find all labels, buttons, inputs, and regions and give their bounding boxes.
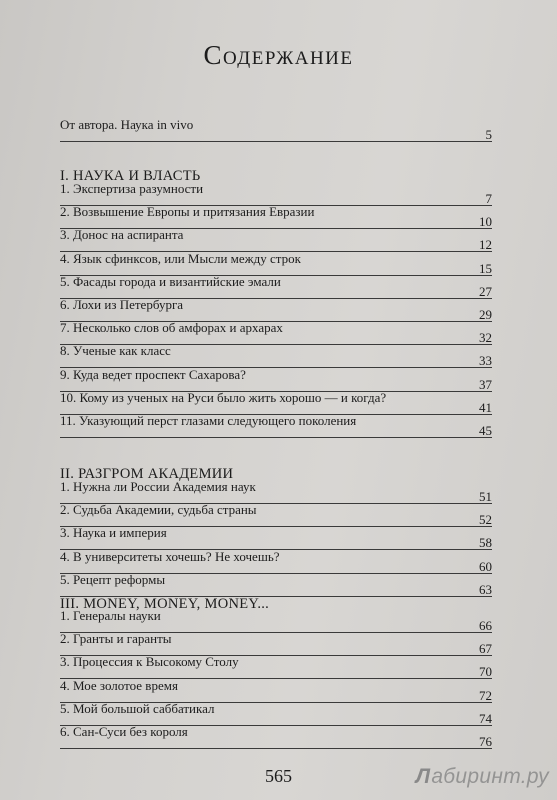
toc-entry-page: 29: [479, 307, 492, 322]
toc-entry-page: 67: [479, 641, 492, 657]
toc-entry-page: 15: [479, 260, 492, 276]
toc-entry-title: 3. Донос на аспиранта: [60, 227, 184, 243]
toc-entry-title: 8. Ученые как класс: [60, 343, 171, 359]
toc-entry-title: 2. Судьба Академии, судьба страны: [60, 502, 257, 518]
toc-entry-page: 60: [479, 558, 492, 574]
toc-entry-page: 5: [485, 127, 492, 142]
toc-entry-title: 3. Процессия к Высокому Столу: [60, 654, 239, 670]
toc-entry-title: 5. Рецепт реформы: [60, 571, 166, 587]
toc-entry: [60, 724, 492, 749]
toc-entry: [60, 571, 492, 597]
toc-entry-title: 6. Сан-Суси без короля: [60, 724, 188, 739]
page-title: Содержание: [203, 40, 354, 70]
watermark-text: абиринт.ру: [431, 765, 549, 788]
section-heading: III. MONEY, MONEY, MONEY...: [60, 596, 270, 612]
toc-entry-page: 37: [479, 376, 492, 392]
publisher-watermark: [416, 765, 549, 789]
page-number: 565: [265, 766, 292, 786]
toc-entry-page: 32: [479, 330, 492, 346]
toc-entry-title: 5. Мой большой саббатикал: [60, 700, 215, 716]
toc-entry-page: 41: [479, 399, 492, 415]
toc-entry-page: 51: [479, 489, 492, 504]
toc-entry-page: 45: [479, 423, 492, 438]
toc-entry-title: 4. В университеты хочешь? Не хочешь?: [60, 548, 280, 564]
toc-entry-title: От автора. Наука in vivo: [60, 117, 194, 132]
toc-entry-title: 11. Указующий перст глазами следующего поколения: [60, 413, 357, 428]
toc-entry-page: 33: [479, 353, 492, 369]
toc-entry-title: 2. Возвышение Европы и притязания Евразии: [60, 204, 315, 220]
toc-entry-page: 7: [485, 191, 492, 206]
toc-entry-page: 70: [479, 664, 492, 680]
toc-entry-title: 3. Наука и империя: [60, 525, 167, 541]
toc-entry-title: 1. Генералы науки: [60, 608, 161, 623]
toc-entry-page: 52: [479, 512, 492, 528]
watermark-logo: Л: [415, 765, 431, 788]
toc-entry: [60, 413, 492, 438]
toc-entry-page: 66: [479, 618, 492, 633]
toc-entry-page: 12: [479, 237, 492, 253]
toc-entry-page: 10: [479, 214, 492, 230]
toc-entry-intro: [60, 117, 492, 142]
toc-entry-title: 4. Язык сфинксов, или Мысли между строк: [60, 250, 301, 266]
toc-entry-title: 2. Гранты и гаранты: [60, 631, 172, 647]
toc-entry-title: 1. Экспертиза разумности: [60, 181, 204, 196]
toc-entry-page: 27: [479, 283, 492, 299]
toc-entry-title: 9. Куда ведет проспект Сахарова?: [60, 366, 246, 382]
toc-entry-page: 76: [479, 734, 492, 749]
toc-entry-title: 7. Несколько слов об амфорах и архарах: [60, 320, 283, 336]
section-heading: I. НАУКА И ВЛАСТЬ: [60, 168, 201, 184]
toc-entry-page: 74: [479, 710, 492, 726]
toc-entry-title: 6. Лохи из Петербурга: [60, 297, 184, 312]
toc-entry-title: 1. Нужна ли России Академия наук: [60, 479, 256, 494]
toc-entry-title: 5. Фасады города и византийские эмали: [60, 273, 281, 289]
section-heading: II. РАЗГРОМ АКАДЕМИИ: [60, 466, 234, 482]
toc-entry-page: 72: [479, 687, 492, 703]
toc-entry-page: 58: [479, 535, 492, 551]
toc-entry-title: 4. Мое золотое время: [60, 677, 178, 693]
toc-entry-page: 63: [479, 581, 492, 597]
toc-entry-title: 10. Кому из ученых на Руси было жить хорошо — и когда?: [60, 389, 387, 405]
